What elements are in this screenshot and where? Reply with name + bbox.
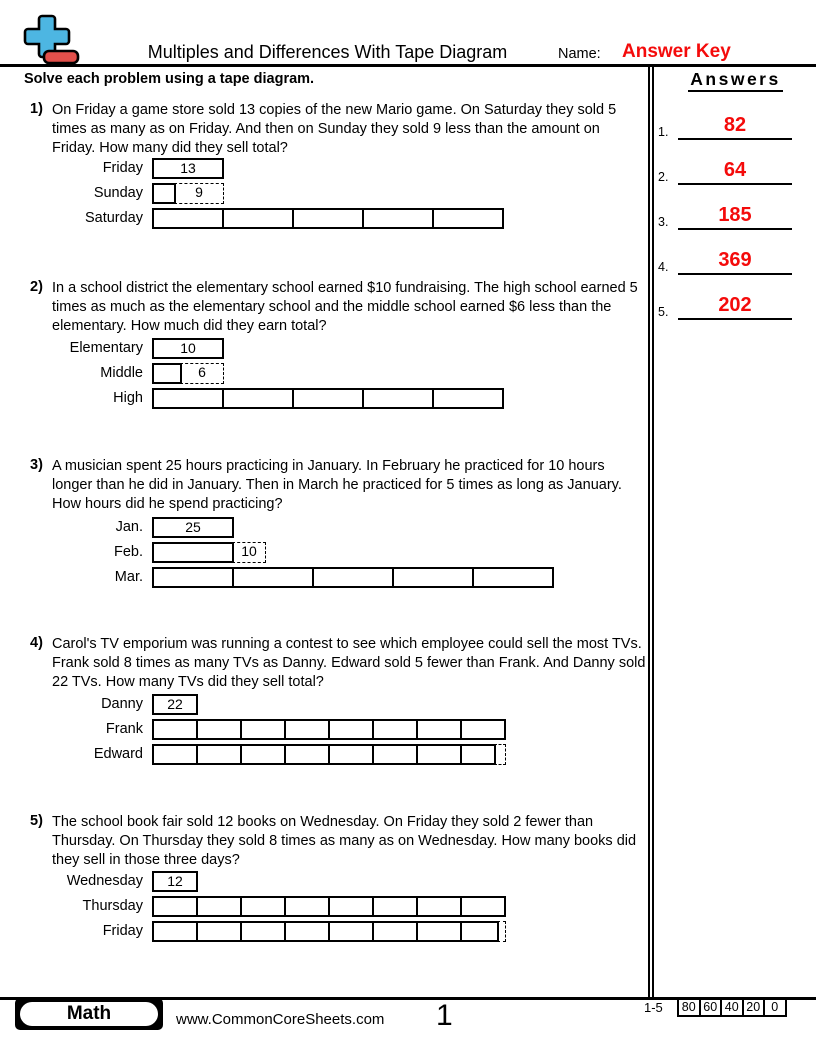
score-cell: 40 [720,1000,742,1015]
tape-row-label: Friday [102,160,143,176]
tape-row-label: Saturday [84,210,143,226]
page-number: 1 [436,999,453,1032]
tape-box-solid [292,208,364,229]
website-text: www.CommonCoreSheets.com [176,1011,385,1028]
tape-boxes [152,744,506,765]
tape-box-solid [152,719,198,740]
instruction-text: Solve each problem using a tape diagram. [24,71,315,87]
answer-blank-line [678,138,792,140]
answer-item-4 [658,243,792,275]
score-cell: 0 [763,1000,785,1015]
tape-row-label: Middle [100,365,143,381]
answer-item-3 [658,198,792,230]
tape-boxes [152,921,506,942]
score-cell: 60 [699,1000,721,1015]
tape-box-solid: 12 [152,871,198,892]
tape-row [0,694,506,715]
tape-row [0,921,506,942]
problem-text: A musician spent 25 hours practicing in January. In February he practiced for 10 hours longer than he did in January. Then in March he practiced for 5 times as long as January. How hours did he spend practicing? [52,458,622,512]
answer-value: 369 [718,249,752,271]
problem-number: 4) [30,635,43,651]
tape-box-solid [328,921,374,942]
tape-box-solid [372,744,418,765]
answer-blank-line [678,273,792,275]
tape-box-solid [152,208,224,229]
tape-box-solid [416,921,462,942]
tape-box-solid [284,921,330,942]
problem-2 [0,279,648,449]
tape-diagram [0,871,506,946]
tape-box-solid [284,896,330,917]
tape-box-solid [240,921,286,942]
tape-box-solid [372,896,418,917]
tape-box-solid [328,744,374,765]
tape-box-solid [292,388,364,409]
answer-value: 202 [718,294,752,316]
tape-box-solid [432,388,504,409]
tape-row-label: Danny [101,696,143,712]
tape-row-label: Wednesday [66,873,143,889]
tape-box-solid [240,744,286,765]
answer-blank-line [678,183,792,185]
tape-box-solid [460,921,499,942]
tape-boxes [152,388,504,409]
tape-boxes [152,363,224,384]
tape-row [0,183,504,204]
score-table [677,998,787,1017]
problem-number: 2) [30,279,43,295]
score-range-label: 1-5 [644,1000,663,1015]
tape-row-label: Jan. [115,519,143,535]
problem-1 [0,101,648,271]
page-title: Multiples and Differences With Tape Diagram [147,42,508,62]
tape-boxes [152,694,198,715]
problem-4 [0,635,648,805]
subject-badge [15,998,163,1030]
tape-row-label: Feb. [113,544,143,560]
tape-box-solid [432,208,504,229]
tape-box-solid [460,896,506,917]
tape-row-label: High [113,390,143,406]
tape-diagram [0,517,554,592]
tape-row [0,388,504,409]
problem-text: The school book fair sold 12 books on Wednesday. On Friday they sold 2 fewer than Thursday. On Thursday they sold 8 times as many as on Wednesday. How many books did they sell in those three days? [52,814,637,868]
tape-row [0,744,506,765]
problem-number: 1) [30,101,43,117]
problem-number: 3) [30,457,43,473]
tape-box-solid [152,542,234,563]
tape-box-solid [152,388,224,409]
tape-box-solid [362,388,434,409]
tape-box-solid [222,388,294,409]
tape-boxes [152,871,198,892]
tape-row [0,567,554,588]
tape-box-solid [152,183,176,204]
answer-key-label: Answer Key [622,41,731,62]
tape-box-solid [372,921,418,942]
tape-box-solid: 22 [152,694,198,715]
tape-box-solid [460,719,506,740]
tape-box-solid [372,719,418,740]
tape-row [0,719,506,740]
answer-number: 2. [658,170,669,184]
tape-row [0,871,506,892]
tape-row [0,896,506,917]
tape-box-solid [240,719,286,740]
answer-item-5 [658,288,792,320]
problem-3 [0,457,648,627]
answer-item-1 [658,108,792,140]
tape-box-solid [416,896,462,917]
answer-value: 82 [723,114,747,136]
tape-boxes [152,896,506,917]
tape-box-solid [312,567,394,588]
answer-number: 4. [658,260,669,274]
tape-row-label: Elementary [69,340,143,356]
tape-box-solid: 25 [152,517,234,538]
tape-box-dashed: 6 [180,363,224,384]
tape-row-label: Friday [102,923,143,939]
tape-boxes [152,338,224,359]
tape-row [0,338,504,359]
problem-text: Carol's TV emporium was running a contest to see which employee could sell the most TVs. Frank sold 8 times as many TVs as Danny. Edward sold 5 fewer than Frank. And Danny sold 22 TVs. How many TVs did they sell total? [52,636,646,690]
tape-box-solid [460,744,496,765]
tape-row [0,158,504,179]
tape-diagram [0,694,506,769]
tape-box-solid [362,208,434,229]
answer-number: 1. [658,125,669,139]
score-cell: 80 [681,1000,696,1014]
tape-row [0,517,554,538]
answers-divider [648,67,654,998]
problem-text: On Friday a game store sold 13 copies of the new Mario game. On Saturday they sold 5 times as many as on Friday. And then on Sunday they sold 9 less than the amount on Friday. How many did they sell total? [52,102,617,156]
answer-blank-line [678,228,792,230]
tape-row [0,363,504,384]
tape-box-solid [472,567,554,588]
tape-box-solid [240,896,286,917]
tape-box-solid [196,744,242,765]
tape-box-dashed: 10 [232,542,266,563]
tape-boxes [152,183,224,204]
tape-box-solid [196,896,242,917]
tape-row [0,208,504,229]
tape-box-solid [284,719,330,740]
tape-row-label: Edward [93,746,143,762]
tape-box-solid [152,363,182,384]
problem-number: 5) [30,813,43,829]
tape-box-solid [284,744,330,765]
tape-box-solid [392,567,474,588]
tape-box-solid [152,744,198,765]
answer-number: 3. [658,215,669,229]
tape-diagram [0,158,504,233]
tape-box-solid [152,921,198,942]
answer-value: 64 [723,159,747,181]
score-cell: 20 [742,1000,764,1015]
tape-boxes [152,158,224,179]
tape-box-solid [152,896,198,917]
tape-boxes [152,567,554,588]
tape-row-label: Thursday [82,898,143,914]
tape-diagram [0,338,504,413]
tape-box-solid: 10 [152,338,224,359]
answer-number: 5. [658,305,669,319]
answers-header: Answers [655,69,816,90]
problem-5 [0,813,648,983]
tape-row [0,542,554,563]
tape-box-solid [328,719,374,740]
answer-value: 185 [718,204,752,226]
problem-text: In a school district the elementary school earned $10 fundraising. The high school earned 5 times as much as the elementary school and the middle school earned $6 less than the elementary. How much did they earn total? [52,280,638,334]
tape-boxes [152,719,506,740]
subject-label: Math [20,1002,158,1026]
tape-boxes [152,517,234,538]
answer-item-2 [658,153,792,185]
tape-box-dashed: 9 [174,183,224,204]
tape-box-solid [152,567,234,588]
tape-box-solid [416,744,462,765]
tape-boxes [152,208,504,229]
tape-row-label: Mar. [114,569,143,585]
tape-row-label: Sunday [93,185,143,201]
tape-box-solid: 13 [152,158,224,179]
tape-box-solid [196,921,242,942]
answer-blank-line [678,318,792,320]
tape-box-solid [232,567,314,588]
name-label: Name: [558,46,601,62]
tape-boxes [152,542,266,563]
tape-box-solid [416,719,462,740]
header-rule [0,64,816,67]
tape-box-solid [222,208,294,229]
tape-box-solid [196,719,242,740]
tape-row-label: Frank [105,721,143,737]
tape-box-solid [328,896,374,917]
